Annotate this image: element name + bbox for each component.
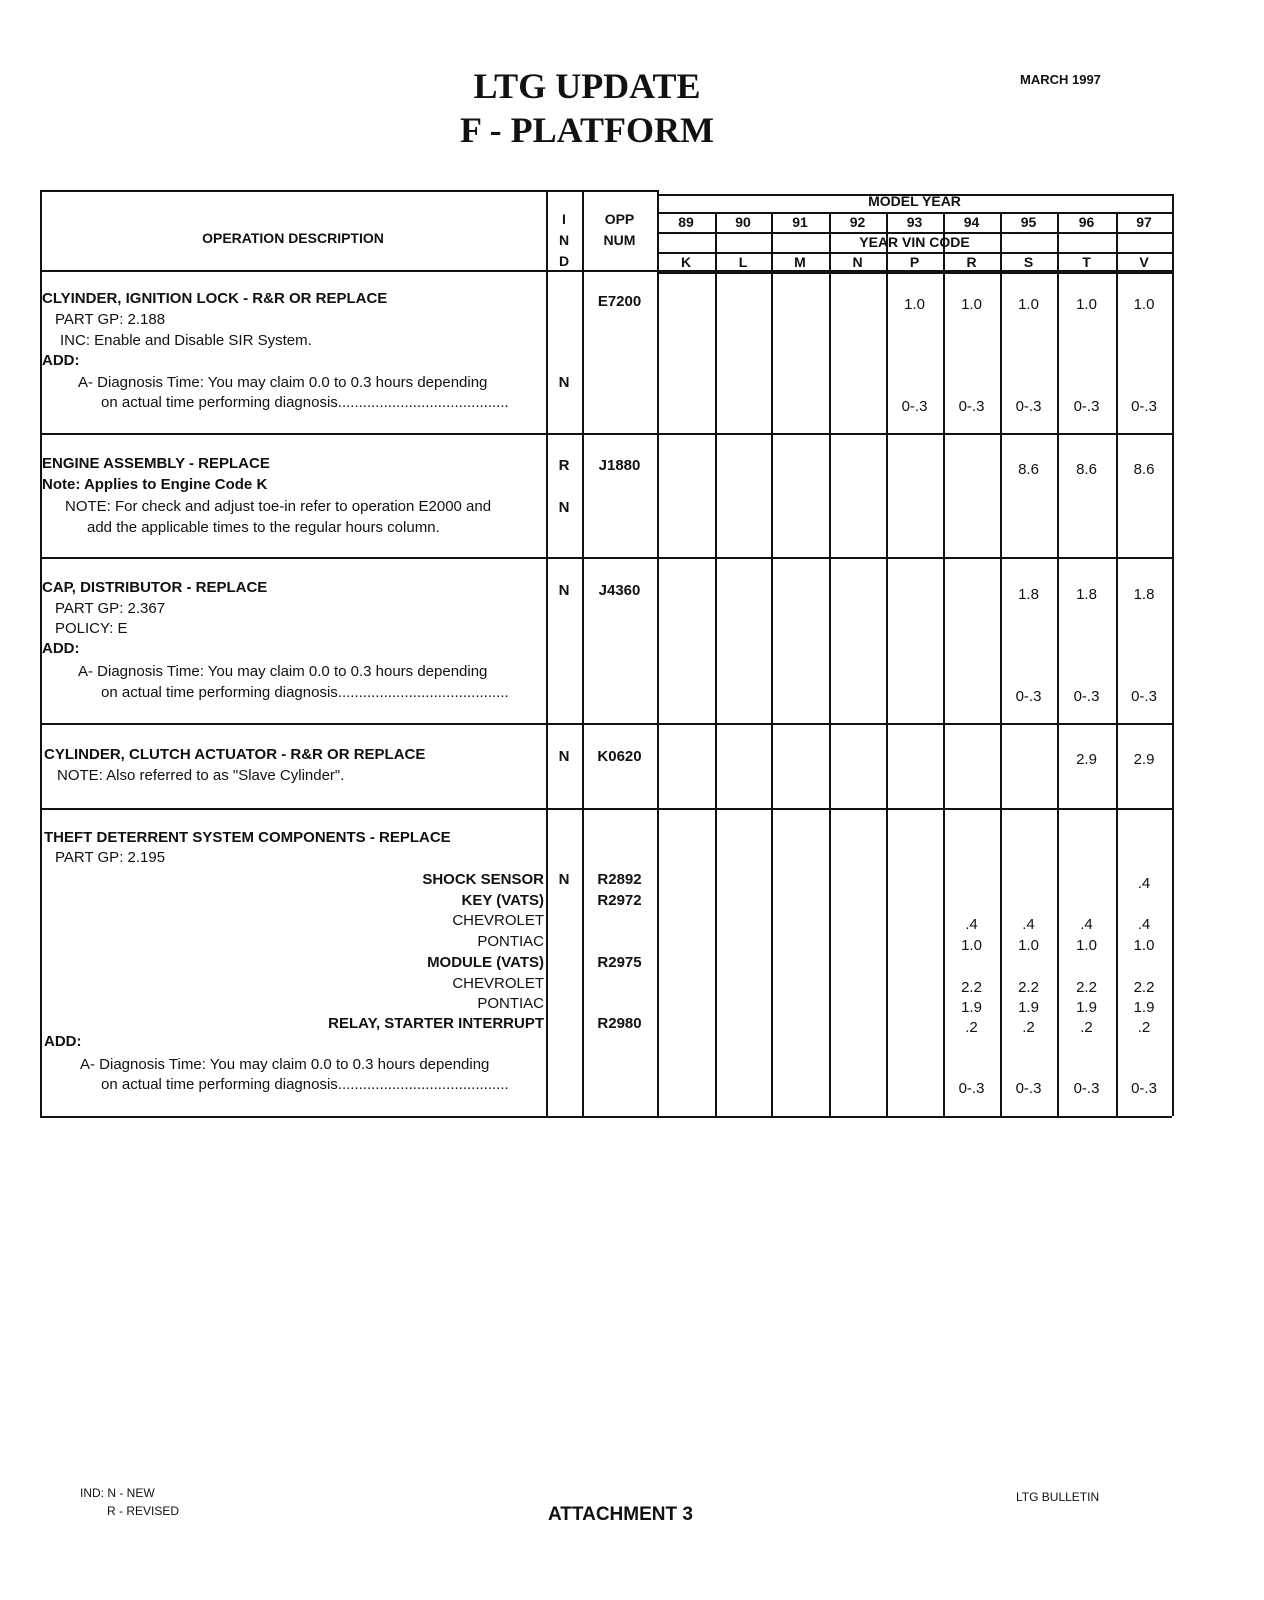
diagnosis-time-value: 0-.3 <box>1015 688 1042 705</box>
diagnosis-line2: on actual time performing diagnosis......................................... <box>101 684 509 701</box>
header-year: 97 <box>1136 214 1152 230</box>
column-divider <box>582 190 584 1116</box>
labor-time-value: 8.6 <box>1133 461 1155 478</box>
labor-time-value: .4 <box>1137 875 1151 892</box>
diagnosis-time-value: 0-.3 <box>1015 398 1042 415</box>
header-year: 96 <box>1078 214 1095 230</box>
header-divider <box>657 272 1172 274</box>
header-year: 93 <box>906 214 923 230</box>
column-divider <box>771 212 773 1116</box>
ind-code: N <box>558 374 570 391</box>
labor-time-value: 1.9 <box>961 999 982 1016</box>
header-opp: OPP <box>604 211 635 227</box>
component-label: CHEVROLET <box>452 975 544 992</box>
diagnosis-line1: A- Diagnosis Time: You may claim 0.0 to 0.3 hours depending <box>78 374 488 391</box>
labor-time-value: 1.9 <box>1076 999 1097 1016</box>
header-year-vin-code: YEAR VIN CODE <box>859 234 970 250</box>
column-divider <box>657 190 659 1116</box>
title-line1: LTG UPDATE <box>473 66 701 106</box>
row-divider <box>40 433 1172 435</box>
diagnosis-line2: on actual time performing diagnosis......................................... <box>101 394 509 411</box>
opp-number: R2980 <box>597 1015 642 1032</box>
column-divider <box>886 212 888 1116</box>
header-year: 92 <box>849 214 866 230</box>
labor-time-value: 2.9 <box>1133 751 1155 768</box>
row-divider <box>40 1116 1172 1118</box>
header-vin-code: K <box>680 254 692 270</box>
ind-legend-new: IND: N - NEW <box>80 1486 155 1500</box>
table-border-top <box>40 190 657 192</box>
diagnosis-time-value: 0-.3 <box>1073 688 1100 705</box>
labor-time-value: 1.8 <box>1076 586 1097 603</box>
add-label: ADD: <box>42 640 80 657</box>
column-divider <box>546 190 548 1116</box>
labor-time-value: 8.6 <box>1018 461 1039 478</box>
add-label: ADD: <box>44 1033 82 1050</box>
inc-note: INC: Enable and Disable SIR System. <box>60 332 312 349</box>
labor-time-value: 1.0 <box>1076 296 1097 313</box>
operation-title: CYLINDER, CLUTCH ACTUATOR - R&R OR REPLACE <box>44 746 426 763</box>
row-divider <box>40 808 1172 810</box>
header-ind-letter: D <box>558 253 570 269</box>
toe-in-note-line2: add the applicable times to the regular hours column. <box>87 519 440 536</box>
opp-number: R2972 <box>597 892 642 909</box>
diagnosis-time-value: 0-.3 <box>1073 1080 1100 1097</box>
diagnosis-time-value: 0-.3 <box>901 398 928 415</box>
diagnosis-time-value: 0-.3 <box>958 1080 985 1097</box>
header-ind-letter: I <box>562 211 566 227</box>
component-label: RELAY, STARTER INTERRUPT <box>328 1015 544 1032</box>
title-line2: F - PLATFORM <box>460 110 714 150</box>
header-year: 90 <box>735 214 751 230</box>
labor-time-value: .2 <box>1022 1019 1035 1036</box>
labor-time-value: .4 <box>965 916 978 933</box>
diagnosis-line2: on actual time performing diagnosis......................................... <box>101 1076 509 1093</box>
diagnosis-time-value: 0-.3 <box>1131 1080 1157 1097</box>
labor-time-value: 1.0 <box>961 937 982 954</box>
header-vin-code: M <box>794 254 806 270</box>
labor-time-value: 8.6 <box>1076 461 1097 478</box>
header-vin-code: S <box>1023 254 1034 270</box>
labor-time-value: .2 <box>1080 1019 1093 1036</box>
diagnosis-time-value: 0-.3 <box>958 398 985 415</box>
header-vin-code: T <box>1082 254 1091 270</box>
labor-time-value: .2 <box>1137 1019 1151 1036</box>
labor-time-value: 2.9 <box>1076 751 1097 768</box>
diagnosis-time-value: 0-.3 <box>1131 688 1157 705</box>
operation-title: CAP, DISTRIBUTOR - REPLACE <box>42 579 268 596</box>
labor-time-value: 1.0 <box>904 296 925 313</box>
row-divider <box>40 557 1172 559</box>
component-label: PONTIAC <box>477 995 544 1012</box>
header-model-year: MODEL YEAR <box>868 193 961 209</box>
opp-number: E7200 <box>597 293 642 310</box>
policy: POLICY: E <box>55 620 128 637</box>
operation-title: CLYINDER, IGNITION LOCK - R&R OR REPLACE <box>42 290 388 307</box>
opp-number: J4360 <box>598 582 641 599</box>
header-vin-code: L <box>738 254 748 270</box>
operation-title: ENGINE ASSEMBLY - REPLACE <box>42 455 270 472</box>
ind-code: N <box>558 499 570 516</box>
header-year: 94 <box>963 214 980 230</box>
header-vin-code: V <box>1139 254 1149 270</box>
table-border-right <box>1172 194 1174 1116</box>
labor-time-value: 1.0 <box>1018 296 1039 313</box>
labor-time-value: 1.0 <box>961 296 982 313</box>
labor-time-value: 2.2 <box>1133 979 1155 996</box>
part-group: PART GP: 2.188 <box>55 311 166 328</box>
header-vin-code: N <box>852 254 863 270</box>
labor-time-value: .2 <box>965 1019 978 1036</box>
column-divider <box>715 212 717 1116</box>
diagnosis-time-value: 0-.3 <box>1073 398 1100 415</box>
header-year: 91 <box>792 214 808 230</box>
ind-code: N <box>558 748 570 765</box>
component-label: CHEVROLET <box>452 912 544 929</box>
bulletin-label: LTG BULLETIN <box>1016 1490 1100 1504</box>
labor-time-value: 2.2 <box>961 979 982 996</box>
labor-time-value: 2.2 <box>1076 979 1097 996</box>
labor-time-value: .4 <box>1022 916 1035 933</box>
add-label: ADD: <box>42 352 80 369</box>
opp-number: K0620 <box>597 748 642 765</box>
labor-time-value: 1.0 <box>1133 937 1155 954</box>
labor-time-value: 1.8 <box>1018 586 1039 603</box>
ind-code: R <box>558 457 570 474</box>
operation-title: THEFT DETERRENT SYSTEM COMPONENTS - REPLACE <box>44 829 451 846</box>
labor-time-value: 1.0 <box>1018 937 1039 954</box>
labor-time-value: 1.9 <box>1018 999 1039 1016</box>
opp-number: R2892 <box>597 871 642 888</box>
column-divider <box>829 212 831 1116</box>
header-operation-description: OPERATION DESCRIPTION <box>202 230 384 246</box>
part-group: PART GP: 2.195 <box>55 849 166 866</box>
engine-code-note: Note: Applies to Engine Code K <box>42 476 268 493</box>
labor-time-value: 1.8 <box>1133 586 1155 603</box>
labor-time-value: 1.0 <box>1076 937 1097 954</box>
labor-time-value: 1.0 <box>1133 296 1155 313</box>
diagnosis-time-value: 0-.3 <box>1015 1080 1042 1097</box>
header-opp: NUM <box>603 232 636 248</box>
component-label: KEY (VATS) <box>461 892 544 909</box>
labor-time-value: .4 <box>1080 916 1093 933</box>
header-ind-letter: N <box>558 232 570 248</box>
part-group: PART GP: 2.367 <box>55 600 166 617</box>
component-label: MODULE (VATS) <box>427 954 544 971</box>
labor-time-value: 1.9 <box>1133 999 1155 1016</box>
row-divider <box>40 723 1172 725</box>
labor-time-value: .4 <box>1137 916 1151 933</box>
toe-in-note-line1: NOTE: For check and adjust toe-in refer to operation E2000 and <box>65 498 492 515</box>
ind-code: N <box>558 582 570 599</box>
header-vin-code: P <box>909 254 920 270</box>
diagnosis-line1: A- Diagnosis Time: You may claim 0.0 to 0.3 hours depending <box>78 663 488 680</box>
slave-cylinder-note: NOTE: Also referred to as "Slave Cylinder". <box>57 767 345 784</box>
opp-number: R2975 <box>597 954 642 971</box>
labor-time-value: 2.2 <box>1018 979 1039 996</box>
header-year: 89 <box>678 214 694 230</box>
ind-legend-revised: R - REVISED <box>107 1504 180 1518</box>
opp-number: J1880 <box>598 457 641 474</box>
diagnosis-time-value: 0-.3 <box>1131 398 1157 415</box>
ind-code: N <box>558 871 570 888</box>
diagnosis-line1: A- Diagnosis Time: You may claim 0.0 to 0.3 hours depending <box>80 1056 490 1073</box>
header-vin-code: R <box>966 254 977 270</box>
attachment-label: ATTACHMENT 3 <box>548 1504 693 1525</box>
component-label: SHOCK SENSOR <box>422 871 544 888</box>
bulletin-date: MARCH 1997 <box>1020 72 1101 87</box>
header-year: 95 <box>1020 214 1037 230</box>
component-label: PONTIAC <box>477 933 544 950</box>
